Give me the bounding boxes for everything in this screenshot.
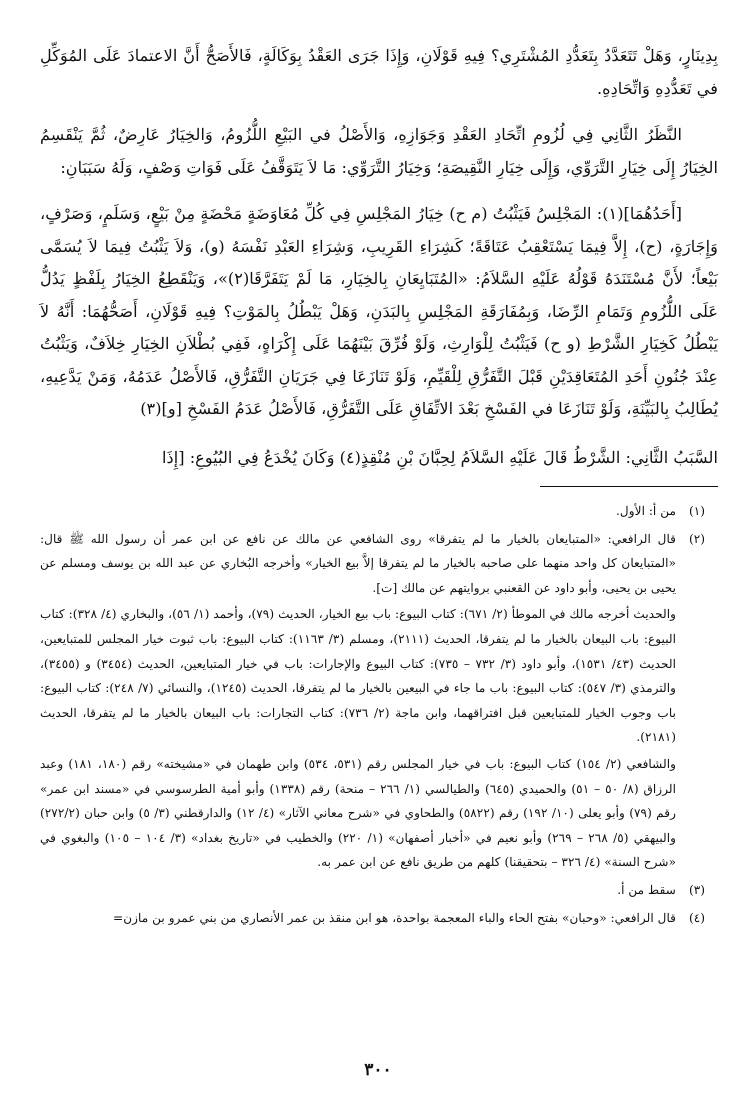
footnote-separator xyxy=(540,486,718,487)
footnote-4 xyxy=(40,906,718,931)
footnote-text: والشافعي (٢/ ١٥٤) كتاب البيوع: باب في خيار المجلس رقم (٥٣١، ٥٣٤) وابن طهمان في «مشيخته» رقم (١٨٠، ١٨١) وعبد الرزاق (٨/ ٥٠ – ٥١) والحميدي (٦٤٥) والطيالسي (١/ ٢٦٦ – منحة) رقم (١٣٣٨) وأبو أمية الطرسوسي في «مسند ابن عمر» رقم (٧٩) وأبو يعلى (١٠/ ١٩٢) رقم (٥٨٢٢) والطحاوي في «شرح معاني الآثار» (٤/ ١٢) والدارقطني (٣/ ٥) وابن حبان (٢٧٢/٢) والبيهقي (٥/ ٢٦٨ – ٢٦٩) وأبو نعيم في «أخبار أصفهان» (١/ ٢٢٠) والخطيب في «تاريخ بغداد» (٣/ ١٠٤ – ١٠٥) والبغوي في «شرح السنة» (٤/ ٣٢٦ – بتحقيقنا) كلهم من طريق نافع عن ابن عمر به. xyxy=(40,756,677,870)
main-text xyxy=(40,40,718,474)
footnote-2 xyxy=(40,527,718,875)
footnote-body xyxy=(40,878,676,903)
footnote-text: قال الرافعي: «وحبان» بفتح الحاء والباء المعجمة بواحدة، هو ابن منقذ بن عمر الأنصاري من بني عمرو بن مازن= xyxy=(112,910,676,925)
page-number: ٣٠٠ xyxy=(364,1060,392,1080)
footnote-text: والحديث أخرجه مالك في الموطأ (٢/ ٦٧١): كتاب البيوع: باب بيع الخيار، الحديث (٧٩)، وأحمد (١/ ٥٦)، والبخاري (٤/ ٣٢٨): كتاب البيوع: باب البيعان بالخيار ما لم يتفرقا، الحديث (٢١١١)، ومسلم (٣/ ١١٦٣): كتاب البيوع: باب ثبوت خيار المجلس للمتبايعين، الحديث (٤٣/ ١٥٣١)، وأبو داود (٣/ ٧٣٢ – ٧٣٥): كتاب البيوع والإجارات: باب في خيار المتبايعين، الحديث (٣٤٥٤) و (٣٤٥٥)، والترمذي (٣/ ٥٤٧): كتاب البيوع: باب ما جاء في البيعين بالخيار ما لم يتفرقا، الحديث (١٢٤٥)، والنسائي (٧/ ٢٤٨): كتاب البيوع: باب وجوب الخيار للمتبايعين قبل افتراقهما، وابن ماجة (٢/ ٧٣٦): كتاب التجارات: باب البيعان بالخيار ما لم يتفرقا، الحديث (٢١٨١). xyxy=(40,607,677,745)
footnote-body xyxy=(40,906,676,931)
paragraph-1: بِدِينَارٍ، وَهَلْ تَتَعَدَّدُ بِتَعَدُّدِ المُشْتَرِي؟ فِيهِ قَوْلَانِ، وَإِذَا جَرَى العَقْدُ بِوَكَالَةٍ، فَالأَصَحُّ أَنَّ الاعتمادَ عَلَى المُوَكِّلِ في تَعَدُّدِهِ وَاتِّحَادِهِ. xyxy=(40,46,718,98)
paragraph-4: السَّبَبُ الثَّانِي: الشَّرْطُ قَالَ عَلَيْهِ السَّلاَمُ لِحِبَّانَ بْنِ مُنْقِذٍ(٤) وَكَانَ يُخْدَعُ فِي البُيُوعِ: [إِذَا xyxy=(162,447,718,467)
footnote-text: قال الرافعي: «المتبايعان بالخيار ما لم يتفرقا» روى الشافعي عن مالك عن نافع عن ابن عمر أن رسول الله ﷺ قال: «المتبايعان كل واحد منهما على صاحبه بالخيار ما لم يتفرقا إلاَّ بيع الخيار» وأخرجه البُخاري عن عبد الله بن يوسف ومسلم عن يحيى بن يحيى، وأبو داود عن القعنبي بروايتهم عن مالك [ت]. xyxy=(40,531,676,595)
footnote-text: من أ: الأول. xyxy=(616,504,676,518)
footnote-number: (٤) xyxy=(688,910,706,925)
footnotes xyxy=(40,499,718,930)
footnote-number: (٢) xyxy=(688,531,706,546)
footnote-body xyxy=(40,527,676,875)
paragraph-3: [أَحَدُهُمَا](١): المَجْلِسُ فَيَثْبُتُ (م ح) خِيَارُ المَجْلِسِ فِي كُلِّ مُعَاوَضَةٍ مَحْضَةٍ مِنْ بَيْعٍ، وَسَلَمٍ، وَصَرْفٍ، وَإِجَارَةٍ، (ح)، إِلاَّ فِيمَا يَسْتَعْقِبُ عَتَاقَةً؛ كَشِرَاءِ القَرِيبِ، وَشِرَاءِ العَبْدِ نَفْسَهُ (و)، وَلاَ يَثْبُتُ فِيمَا لاَ يُسَمَّى بَيْعاً؛ لأَنَّ مُسْتَنَدَهُ قَوْلُهُ عَلَيْهِ السَّلاَمُ: «المُتَبَايِعَانِ بِالخِيَارِ، مَا لَمْ يَتَفَرَّقَا(٢)»، وَيَنْقَطِعُ الخِيَارُ بِلَفْظٍ يَدُلُّ عَلَى اللُّزُومِ وَتَمَامِ الرِّضَا، وَبِمُفَارَقَةِ المَجْلِسِ بِالبَدَنِ، وَهَلْ يَبْطُلُ بِالمَوْتِ؟ فِيهِ قَوْلَانِ، أَصَحُّهُمَا: أَنَّهُ لاَ يَبْطُلُ كَخِيَارِ الشَّرْطِ (و ح) فَيَثْبُتُ لِلْوَارِثِ، وَلَوْ فُرِّقَ بَيْنَهُمَا عَلَى إِكْرَاهٍ، فَفِي بُطْلاَنِ الخِيَارِ خِلاَفٌ، وَيَثْبُتُ عِنْدَ جُنُونِ أَحَدِ المُتَعَاقِدَيْنِ قَبْلَ التَّفَرُّقِ لِلْقَيِّمِ، وَلَوْ تَنَازَعَا فِي جَرَيَانِ التَّفَرُّقِ، فَالأَصْلُ عَدَمُهُ، وَمَنْ يَدَّعِيهِ، يُطَالِبُ بِالبَيِّنَةِ، وَلَوْ تَنَازَعَا في الفَسْخِ بَعْدَ الاتِّفَاقِ عَلَى التَّفَرُّقِ، فَالأَصْلُ عَدَمُ الفَسْخِ [و](٣) xyxy=(40,204,719,418)
footnote-body xyxy=(40,499,676,524)
footnote-1 xyxy=(40,499,718,524)
paragraph-2: النَّظَرُ الثَّانِي فِي لُزُومِ اتِّحَادِ العَقْدِ وَجَوَازِهِ، وَالأَصْلُ في البَيْعِ اللُّزُومُ، وَالخِيَارُ عَارِضٌ، ثُمَّ يَنْقَسِمُ الخِيَارُ إِلَى خِيَارِ التَّرَوِّي، وَإِلَى خِيَارِ النَّقِيصَةِ؛ وَخِيَارُ التَّرَوِّي: مَا لاَ يَتَوَقَّفُ عَلَى فَوَاتِ وَصْفٍ، وَلَهُ سَبَبَانِ: xyxy=(40,125,718,177)
footnote-text: سقط من أ. xyxy=(617,882,676,897)
footnote-number: (٣) xyxy=(688,882,706,897)
footnote-number: (١) xyxy=(688,504,706,518)
footnote-3 xyxy=(40,878,718,903)
